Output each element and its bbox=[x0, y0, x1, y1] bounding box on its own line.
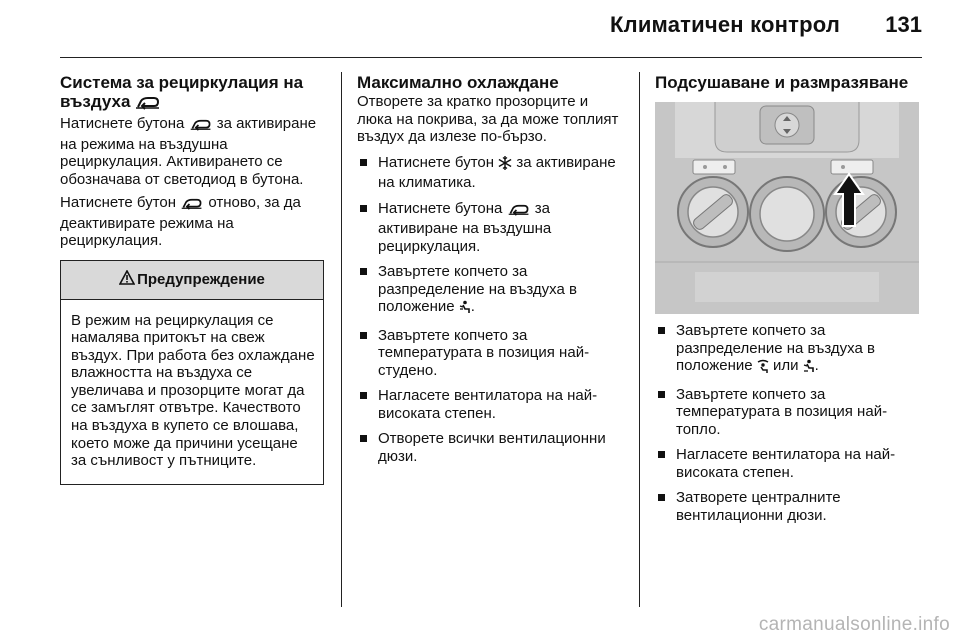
recirculation-icon bbox=[507, 203, 531, 221]
max-cooling-heading: Максимално охлаждане bbox=[357, 73, 559, 92]
left-column bbox=[60, 73, 330, 485]
defrost-windshield-icon bbox=[757, 359, 769, 378]
recirculation-text-2: Натиснете бутон отново, за да деактивирате режима на рециркулация. bbox=[60, 194, 301, 249]
air-distribution-icon bbox=[803, 359, 815, 378]
list-item: Завъртете копчето за разпределение на въздуха в положение . bbox=[357, 263, 622, 319]
recirculation-text-1: Натиснете бутона за активиране на режима на въздушна рециркулация. Активирането се обозначава от светодиод в бутона. bbox=[60, 115, 317, 188]
page-title: Климатичен контрол bbox=[610, 12, 840, 37]
climate-control-panel-image bbox=[655, 102, 919, 314]
recirculation-icon bbox=[189, 118, 213, 136]
list-item: Завъртете копчето за температурата в позиция най-топло. bbox=[655, 386, 920, 439]
max-cooling-list bbox=[357, 154, 622, 466]
page-number: 131 bbox=[885, 12, 922, 37]
warning-text: В режим на рециркулация се намалява притокът на свеж въздух. При работа без охлаждане влажността на въздуха се увеличава и прозорците могат да се замъглят отвътре. Качеството на въздуха в купето се влошава, което може да причини усещане за сънливост у пътниците. bbox=[71, 311, 315, 470]
defog-list bbox=[655, 322, 920, 524]
recirculation-heading bbox=[60, 73, 330, 114]
right-column bbox=[655, 73, 920, 532]
list-item: Натиснете бутон за активиране на климатика. bbox=[357, 154, 622, 192]
watermark: carmanualsonline.info bbox=[758, 614, 950, 635]
list-item: Отворете всички вентилационни дюзи. bbox=[357, 430, 622, 465]
list-item: Завъртете копчето за разпределение на въздуха в положение или . bbox=[655, 322, 920, 378]
recirculation-icon bbox=[135, 95, 161, 114]
header-divider bbox=[60, 57, 922, 58]
max-cooling-intro: Отворете за кратко прозорците и люка на покрива, за да може топлият въздух да излезе по-бързо. bbox=[357, 93, 619, 145]
warning-header bbox=[61, 261, 323, 300]
warning-box bbox=[60, 260, 324, 485]
warning-title: Предупреждение bbox=[137, 270, 265, 288]
heading-line-1: Система за рециркулация на bbox=[60, 73, 304, 92]
list-item: Нагласете вентилатора на най-високата степен. bbox=[655, 446, 920, 481]
recirculation-icon bbox=[180, 197, 204, 215]
list-item: Затворете централните вентилационни дюзи. bbox=[655, 489, 920, 524]
snowflake-ac-icon bbox=[498, 156, 512, 175]
defog-defrost-heading: Подсушаване и размразяване bbox=[655, 73, 909, 92]
middle-column bbox=[357, 73, 622, 473]
air-distribution-icon bbox=[459, 300, 471, 319]
up-arrow-icon bbox=[833, 172, 865, 228]
column-divider-1 bbox=[341, 72, 342, 607]
list-item: Натиснете бутона за активиране на въздушна рециркулация. bbox=[357, 200, 622, 256]
list-item: Нагласете вентилатора на най-високата степен. bbox=[357, 387, 622, 422]
warning-triangle-icon bbox=[119, 270, 135, 290]
column-divider-2 bbox=[639, 72, 640, 607]
list-item: Завъртете копчето за температурата в позиция най-студено. bbox=[357, 327, 622, 380]
heading-line-2: въздуха bbox=[60, 92, 131, 111]
